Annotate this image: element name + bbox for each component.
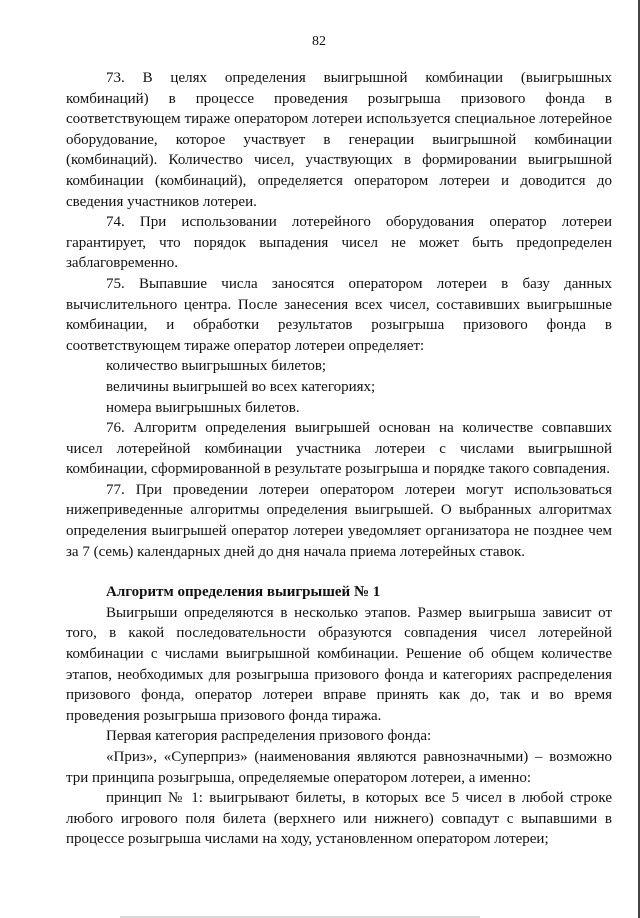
section-paragraph-1: Выигрыши определяются в несколько этапов. Размер выигрыша зависит от того, в какой последовательности образуются совпадения чисел лотерейной комбинации с числами выигрышной комбинации. Решение об общем количестве этапов, необходимых для розыгрыша призового фонда и категориях распределения призового фонда, оператор лотереи вправе принять как до, так и во время проведения розыгрыша призового фонда тиража. <box>66 604 612 724</box>
list-item: номера выигрышных билетов. <box>106 399 300 416</box>
paragraph-73: 73. В целях определения выигрышной комбинации (выигрышных комбинаций) в процессе проведения розыгрыша призового фонда в соответствующем тираже оператором лотереи используется специальное лотерейное оборудование, которое участвует в генерации выигрышной комбинации (комбинаций). Количество чисел, участвующих в формировании выигрышной комбинации (комбинаций), определяется оператором лотереи и доводится до сведения участников лотереи. <box>66 70 612 210</box>
paragraph-77: 77. При проведении лотереи оператором лотереи могут использоваться нижеприведенные алгоритмы определения выигрышей. О выбранных алгоритмах определения выигрышей оператор лотереи уведомляет организатора не позднее чем за 7 (семь) календарных дней до дня начала приема лотерейных ставок. <box>66 481 612 560</box>
paragraph-74: 74. При использовании лотерейного оборудования оператор лотереи гарантирует, что порядок выпадения чисел не может быть предопределен заблаговременно. <box>66 214 612 272</box>
section-heading: Алгоритм определения выигрышей № 1 <box>106 584 381 601</box>
page-number: 82 <box>312 34 326 49</box>
section-spacer <box>66 562 612 582</box>
section-paragraph-4: принцип № 1: выигрывают билеты, в которых все 5 чисел в любой строке любого игрового поля билета (верхнего или нижнего) совпадут с выпавшими в процессе розыгрыша числами на ходу, установленном оператором лотереи; <box>66 790 612 848</box>
list-item: величины выигрышей во всех категориях; <box>106 378 376 395</box>
document-body <box>66 68 612 850</box>
section-paragraph-2: Первая категория распределения призового фонда: <box>106 728 432 745</box>
list-item: количество выигрышных билетов; <box>106 358 327 375</box>
section-paragraph-3: «Приз», «Суперприз» (наименования являются равнозначными) – возможно три принципа розыгрыша, определяемые оператором лотереи, а именно: <box>66 749 612 786</box>
paragraph-76: 76. Алгоритм определения выигрышей основан на количестве совпавших чисел лотерейной комбинации участника лотереи с числами выигрышной комбинации, сформированной в результате розыгрыша и порядке такого совпадения. <box>66 420 612 478</box>
paragraph-75: 75. Выпавшие числа заносятся оператором лотереи в базу данных вычислительного центра. После занесения всех чисел, составивших выигрышные комбинации, и обработки результатов розыгрыша призового фонда в соответствующем тираже оператор лотереи определяет: <box>66 275 612 354</box>
